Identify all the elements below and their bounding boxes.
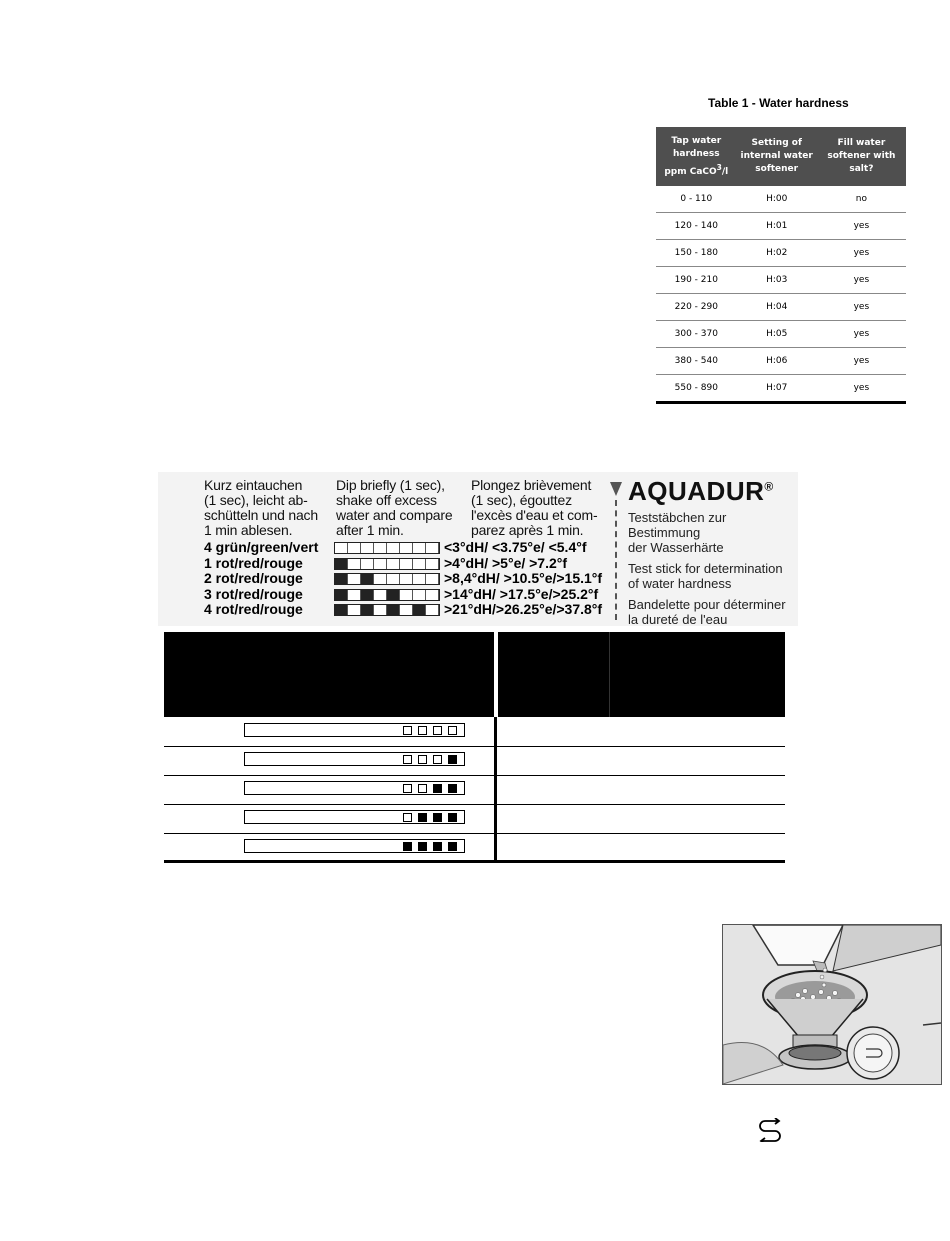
hardness-row [656,375,906,403]
strip-square [403,755,412,764]
strip-pad [426,574,439,584]
strip-pad [387,574,400,584]
instruction-line: parez après 1 min. [471,522,584,538]
salt-regeneration-icon [756,1118,784,1147]
color-scale-row [204,587,644,603]
strip-square [433,842,442,851]
strip-pad [374,590,387,600]
header-setting: Setting of internal water softener [737,127,817,186]
result-row [164,717,785,747]
hardness-values: >4°dH/ >5°e/ >7.2°f [444,554,568,571]
hardness-row [656,348,906,375]
strip-pad [387,605,400,615]
softener-setting-cell: H:00 [737,186,817,213]
hardness-values: >8,4°dH/ >10.5°e/>15.1°f [444,570,603,586]
result-row [164,804,785,834]
strip-pad [387,590,400,600]
dip-marker-icon [610,482,622,496]
strip-pad [348,590,361,600]
instruction-line: Plongez brièvement [471,477,592,493]
instruction-line: (1 sec), leicht ab- [204,492,308,508]
description-line: Bandelette pour déterminer [628,597,786,612]
instruction-line: shake off excess [336,492,437,508]
softener-setting-cell: H:02 [737,240,817,267]
instruction-line: water and compare [336,507,453,523]
strip-square [418,726,427,735]
hardness-range-cell: 220 - 290 [656,294,737,321]
softener-setting-cell: H:07 [737,375,817,403]
fill-salt-cell: yes [817,375,906,403]
color-scale-row [204,602,644,618]
strip-pad [361,574,374,584]
description-line: der Wasserhärte [628,540,724,555]
hardness-values: <3°dH/ <3.75°e/ <5.4°f [444,539,587,555]
strip-pad [413,543,426,553]
hardness-range-cell: 120 - 140 [656,213,737,240]
fill-salt-cell: yes [817,213,906,240]
instruction-line: Dip briefly (1 sec), [336,477,445,493]
strip-pad [413,559,426,569]
test-strip-bar [334,558,440,570]
softener-setting-cell: H:03 [737,267,817,294]
result-strip-bar [244,839,465,853]
test-strip-bar [334,573,440,585]
strip-pad [335,574,348,584]
strip-pad [413,590,426,600]
strip-square [448,755,457,764]
result-row [164,833,785,863]
strip-pad [374,559,387,569]
aquadur-test-strip-legend [158,472,798,626]
instruction-line: after 1 min. [336,522,404,538]
scale-label: 1 rot/red/rouge [204,554,303,571]
result-row [164,775,785,805]
table1-title: Table 1 - Water hardness [708,96,849,110]
hardness-row [656,240,906,267]
strip-pad [413,605,426,615]
strip-square [403,726,412,735]
softener-setting-cell: H:04 [737,294,817,321]
scale-label: 4 rot/red/rouge [204,601,303,617]
aquadur-description [628,510,798,633]
test-strip-bar [334,589,440,601]
instruction-line: schütteln und nach [204,507,318,523]
strip-pad [361,605,374,615]
strip-pad [400,590,413,600]
strip-pad [426,590,439,600]
fill-salt-cell: yes [817,240,906,267]
result-table-bottom-rule [164,860,785,863]
result-strip-bar [244,752,465,766]
header-hardness: Tap water hardness ppm CaCO$^3$/l [656,127,737,186]
strip-pad [348,543,361,553]
strip-pad [426,605,439,615]
strip-square [403,842,412,851]
softener-setting-cell: H:05 [737,321,817,348]
color-scale-row [204,556,644,572]
strip-pad [361,543,374,553]
description-line: Teststäbchen zur Bestimmung [628,510,727,540]
scale-label: 2 rot/red/rouge [204,570,303,586]
description-line: Test stick for determination [628,561,783,576]
strip-square [418,842,427,851]
color-scale-rows [204,540,644,618]
scale-label: 3 rot/red/rouge [204,585,303,602]
instruction-line: 1 min ablesen. [204,522,293,538]
hardness-range-cell: 150 - 180 [656,240,737,267]
strip-square [448,842,457,851]
color-scale-row [204,540,644,556]
fill-salt-cell: yes [817,294,906,321]
instructions-english [336,478,452,538]
strip-pad [400,605,413,615]
strip-square [448,726,457,735]
strip-pad [335,543,348,553]
softener-setting-cell: H:01 [737,213,817,240]
strip-pad [335,590,348,600]
hardness-row [656,186,906,213]
strip-pad [413,574,426,584]
hardness-values: >21°dH/>26.25°e/>37.8°f [444,601,603,617]
description-line: la dureté de l'eau [628,612,728,627]
header-salt: Fill water softener with salt? [817,127,906,186]
fill-salt-cell: yes [817,267,906,294]
hardness-row [656,294,906,321]
strip-square [418,755,427,764]
strip-pad [426,543,439,553]
strip-square [448,813,457,822]
scale-label: 4 grün/green/vert [204,539,319,555]
strip-pad [400,559,413,569]
water-hardness-table [656,127,906,404]
strip-pad [348,559,361,569]
fill-salt-cell: yes [817,321,906,348]
strip-pad [335,559,348,569]
cut-line [615,500,617,620]
strip-square [433,755,442,764]
strip-square [433,726,442,735]
color-scale-row [204,571,644,587]
strip-square [433,784,442,793]
strip-square [403,813,412,822]
hardness-range-cell: 0 - 110 [656,186,737,213]
strip-pad [374,605,387,615]
strip-pad [387,543,400,553]
strip-square [418,784,427,793]
strip-pad [400,574,413,584]
hardness-row [656,321,906,348]
hardness-row [656,267,906,294]
hardness-range-cell: 380 - 540 [656,348,737,375]
instruction-line: (1 sec), égouttez [471,492,572,508]
strip-square [403,784,412,793]
result-row [164,746,785,776]
fill-salt-cell: no [817,186,906,213]
hardness-range-cell: 300 - 370 [656,321,737,348]
instruction-line: l'excès d'eau et com- [471,507,598,523]
aquadur-brand: AQUADUR® [628,476,774,506]
fill-salt-cell: yes [817,348,906,375]
strip-pad [426,559,439,569]
strip-square [418,813,427,822]
salt-filling-illustration [722,924,942,1085]
strip-pad [374,543,387,553]
strip-pad [387,559,400,569]
strip-pad [348,605,361,615]
result-strip-bar [244,723,465,737]
hardness-range-cell: 550 - 890 [656,375,737,403]
softener-setting-cell: H:06 [737,348,817,375]
test-strip-bar [334,542,440,554]
result-strip-bar [244,781,465,795]
strip-pad [348,574,361,584]
hardness-values: >14°dH/ >17.5°e/>25.2°f [444,585,599,602]
strip-square [433,813,442,822]
result-strip-bar [244,810,465,824]
strip-pad [361,590,374,600]
result-table-header [164,632,785,717]
description-line: of water hardness [628,576,732,591]
strip-pad [361,559,374,569]
hardness-range-cell: 190 - 210 [656,267,737,294]
strip-square [448,784,457,793]
strip-pad [374,574,387,584]
strip-pad [335,605,348,615]
strip-pad [400,543,413,553]
instructions-french [471,478,597,538]
instruction-line: Kurz eintauchen [204,477,303,493]
instructions-german [204,478,318,538]
hardness-row [656,213,906,240]
test-strip-bar [334,604,440,616]
